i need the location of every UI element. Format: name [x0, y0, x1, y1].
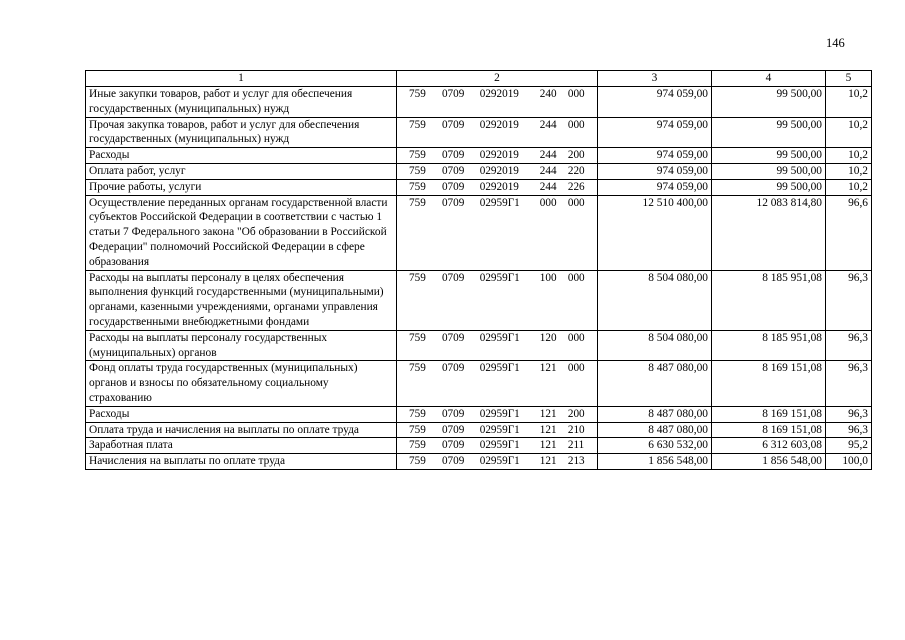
row-fact: 1 856 548,00	[712, 454, 826, 470]
row-codes	[397, 195, 598, 270]
page-number: 146	[826, 36, 845, 50]
row-codes	[397, 163, 598, 179]
row-percent: 96,3	[826, 422, 872, 438]
code-expense-type: 121	[539, 423, 557, 436]
code-expense-type: 121	[539, 439, 557, 452]
code-expense-type: 120	[539, 331, 557, 344]
row-percent: 10,2	[826, 117, 872, 148]
code-razdel: 0709	[441, 164, 465, 177]
header-col-4: 4	[712, 71, 826, 87]
row-codes	[397, 406, 598, 422]
code-economic: 000	[567, 118, 585, 131]
row-fact: 12 083 814,80	[712, 195, 826, 270]
code-expense-type: 244	[539, 180, 557, 193]
row-percent: 100,0	[826, 454, 872, 470]
row-plan: 1 856 548,00	[598, 454, 712, 470]
row-fact: 8 169 151,08	[712, 361, 826, 406]
header-col-3: 3	[598, 71, 712, 87]
code-economic: 000	[567, 196, 585, 209]
row-percent: 10,2	[826, 148, 872, 164]
code-razdel: 0709	[441, 455, 465, 468]
code-target: 02959Г1	[479, 455, 520, 468]
row-codes	[397, 148, 598, 164]
row-codes	[397, 422, 598, 438]
code-ved: 759	[409, 331, 426, 344]
code-target: 02959Г1	[479, 331, 520, 344]
row-codes	[397, 117, 598, 148]
row-plan: 12 510 400,00	[598, 195, 712, 270]
row-name: Прочие работы, услуги	[86, 179, 397, 195]
table-row	[86, 195, 872, 270]
code-economic: 000	[567, 88, 585, 100]
row-plan: 974 059,00	[598, 179, 712, 195]
row-plan: 8 487 080,00	[598, 406, 712, 422]
row-fact: 99 500,00	[712, 179, 826, 195]
row-plan: 974 059,00	[598, 163, 712, 179]
row-codes	[397, 330, 598, 361]
code-ved: 759	[409, 180, 426, 193]
code-ved: 759	[409, 149, 426, 162]
table-row	[86, 117, 872, 148]
row-name: Расходы	[86, 148, 397, 164]
code-economic: 211	[567, 439, 585, 452]
row-name: Осуществление переданных органам государственной власти субъектов Российской Федерации в соответствии с частью 1 статьи 7 Федерального закона "Об образовании в Российской Федерации" полномочий Российской Федерации в сфере образования	[86, 195, 397, 270]
row-plan: 974 059,00	[598, 117, 712, 148]
table-row	[86, 163, 872, 179]
row-fact: 8 185 951,08	[712, 270, 826, 330]
code-economic: 000	[567, 362, 585, 375]
table-row	[86, 270, 872, 330]
row-plan: 8 487 080,00	[598, 361, 712, 406]
row-percent: 96,3	[826, 330, 872, 361]
row-plan: 8 504 080,00	[598, 270, 712, 330]
code-expense-type: 121	[539, 407, 557, 420]
table-row	[86, 148, 872, 164]
row-percent: 10,2	[826, 179, 872, 195]
code-ved: 759	[409, 164, 426, 177]
row-fact: 99 500,00	[712, 163, 826, 179]
row-name: Заработная плата	[86, 438, 397, 454]
header-row	[86, 71, 872, 87]
row-name: Начисления на выплаты по оплате труда	[86, 454, 397, 470]
code-target: 0292019	[479, 118, 519, 131]
header-col-1: 1	[86, 71, 397, 87]
table-row	[86, 87, 872, 118]
code-target: 0292019	[479, 180, 519, 193]
code-economic: 213	[567, 455, 585, 468]
header-col-2: 2	[397, 71, 598, 87]
code-expense-type: 244	[539, 164, 557, 177]
code-target: 0292019	[479, 88, 519, 100]
row-name: Расходы на выплаты персоналу государственных (муниципальных) органов	[86, 330, 397, 361]
row-name: Прочая закупка товаров, работ и услуг для обеспечения государственных (муниципальных) нужд	[86, 117, 397, 148]
row-codes	[397, 361, 598, 406]
code-target: 02959Г1	[479, 407, 520, 420]
row-fact: 99 500,00	[712, 87, 826, 118]
row-codes	[397, 438, 598, 454]
header-col-5: 5	[826, 71, 872, 87]
row-percent: 96,6	[826, 195, 872, 270]
row-codes	[397, 179, 598, 195]
code-target: 02959Г1	[479, 362, 520, 375]
code-target: 02959Г1	[479, 439, 520, 452]
code-ved: 759	[409, 196, 426, 209]
row-percent: 10,2	[826, 87, 872, 118]
table-row	[86, 179, 872, 195]
row-percent: 10,2	[826, 163, 872, 179]
code-razdel: 0709	[441, 362, 465, 375]
row-plan: 974 059,00	[598, 148, 712, 164]
row-plan: 8 487 080,00	[598, 422, 712, 438]
row-fact: 8 169 151,08	[712, 422, 826, 438]
code-target: 0292019	[479, 149, 519, 162]
code-expense-type: 121	[539, 362, 557, 375]
row-fact: 99 500,00	[712, 117, 826, 148]
row-fact: 6 312 603,08	[712, 438, 826, 454]
code-ved: 759	[409, 455, 426, 468]
code-ved: 759	[409, 439, 426, 452]
row-percent: 96,3	[826, 270, 872, 330]
code-expense-type: 244	[539, 149, 557, 162]
code-economic: 210	[567, 423, 585, 436]
code-expense-type: 100	[539, 271, 557, 284]
code-economic: 226	[567, 180, 585, 193]
row-percent: 96,3	[826, 361, 872, 406]
code-ved: 759	[409, 407, 426, 420]
code-economic: 200	[567, 149, 585, 162]
table-row	[86, 422, 872, 438]
row-plan: 974 059,00	[598, 87, 712, 118]
code-expense-type: 240	[539, 88, 557, 100]
table-row	[86, 454, 872, 470]
code-expense-type: 121	[539, 455, 557, 468]
row-percent: 95,2	[826, 438, 872, 454]
row-name: Иные закупки товаров, работ и услуг для обеспечения государственных (муниципальных) нужд	[86, 87, 397, 118]
code-economic: 200	[567, 407, 585, 420]
code-ved: 759	[409, 362, 426, 375]
code-economic: 220	[567, 164, 585, 177]
code-razdel: 0709	[441, 149, 465, 162]
row-plan: 6 630 532,00	[598, 438, 712, 454]
row-plan: 8 504 080,00	[598, 330, 712, 361]
code-ved: 759	[409, 88, 426, 100]
code-target: 02959Г1	[479, 271, 520, 284]
budget-table	[85, 70, 872, 470]
code-expense-type: 000	[539, 196, 557, 209]
code-ved: 759	[409, 271, 426, 284]
row-codes	[397, 454, 598, 470]
row-name: Фонд оплаты труда государственных (муниципальных) органов и взносы по обязательному социальному страхованию	[86, 361, 397, 406]
code-ved: 759	[409, 423, 426, 436]
code-expense-type: 244	[539, 118, 557, 131]
table-row	[86, 406, 872, 422]
row-name: Оплата работ, услуг	[86, 163, 397, 179]
table-row	[86, 438, 872, 454]
row-codes	[397, 87, 598, 118]
code-economic: 000	[567, 331, 585, 344]
code-target: 0292019	[479, 164, 519, 177]
row-fact: 8 185 951,08	[712, 330, 826, 361]
code-razdel: 0709	[441, 118, 465, 131]
code-razdel: 0709	[441, 439, 465, 452]
row-codes	[397, 270, 598, 330]
row-fact: 99 500,00	[712, 148, 826, 164]
row-name: Расходы	[86, 406, 397, 422]
code-ved: 759	[409, 118, 426, 131]
code-razdel: 0709	[441, 180, 465, 193]
code-razdel: 0709	[441, 407, 465, 420]
code-target: 02959Г1	[479, 423, 520, 436]
code-target: 02959Г1	[479, 196, 520, 209]
code-economic: 000	[567, 271, 585, 284]
code-razdel: 0709	[441, 423, 465, 436]
row-fact: 8 169 151,08	[712, 406, 826, 422]
row-percent: 96,3	[826, 406, 872, 422]
code-razdel: 0709	[441, 271, 465, 284]
code-razdel: 0709	[441, 196, 465, 209]
code-razdel: 0709	[441, 331, 465, 344]
row-name: Расходы на выплаты персоналу в целях обеспечения выполнения функций государственными (муниципальными) органами, казенными учреждениями, органами управления государственными внебюджетными фондами	[86, 270, 397, 330]
table-row	[86, 361, 872, 406]
code-razdel: 0709	[441, 88, 465, 100]
row-name: Оплата труда и начисления на выплаты по оплате труда	[86, 422, 397, 438]
table-row	[86, 330, 872, 361]
